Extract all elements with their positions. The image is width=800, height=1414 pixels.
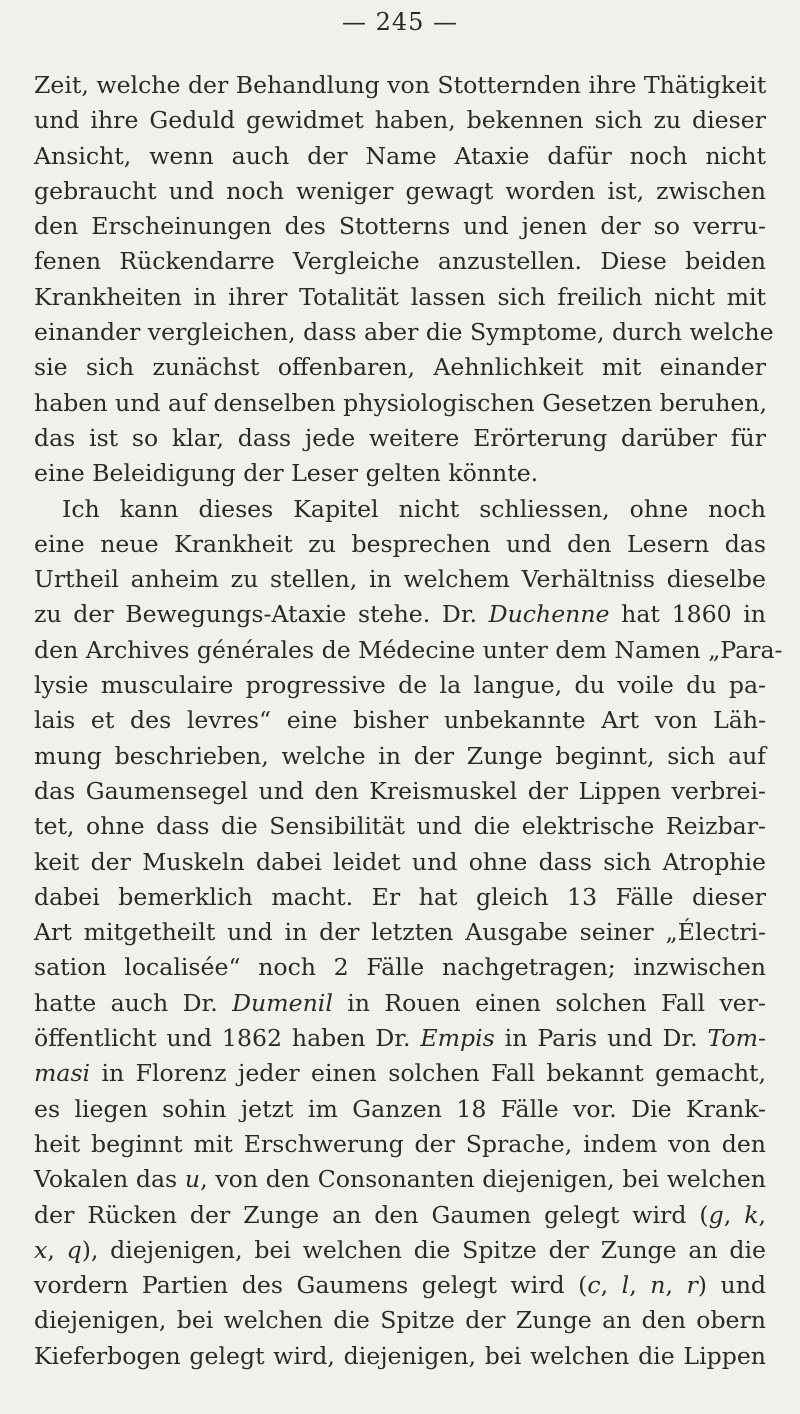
text-line: Zeit, welche der Behandlung von Stotternden ihre Thätigkeit [34, 71, 767, 99]
text-line: Urtheil anheim zu stellen, in welchem Verhältniss dieselbe [34, 565, 766, 594]
text-line: hatte auch Dr. Dumenil in Rouen einen solchen Fall ver- [34, 988, 766, 1017]
text-line: Vokalen das u, von den Consonanten diejenigen, bei welchen [34, 1165, 766, 1194]
text-line: einander vergleichen, dass aber die Symptome, durch welche [34, 318, 774, 347]
text-line: lysie musculaire progressive de la langue, du voile du pa- [34, 671, 766, 700]
text-line: gebraucht und noch weniger gewagt worden ist, zwischen [34, 176, 766, 205]
text-line: vordern Partien des Gaumens gelegt wird (c, l, n, r) und [34, 1271, 767, 1300]
text-line: den Erscheinungen des Stotterns und jenen der so verru- [34, 212, 766, 241]
text-line: eine neue Krankheit zu besprechen und den Lesern das [34, 529, 766, 558]
text-line: Krankheiten in ihrer Totalität lassen sich freilich nicht mit [34, 282, 766, 311]
text-line: und ihre Geduld gewidmet haben, bekennen sich zu dieser [34, 106, 766, 135]
text-line: masi in Florenz jeder einen solchen Fall bekannt gemacht, [34, 1059, 766, 1088]
text-line: das ist so klar, dass jede weitere Erörterung darüber für [34, 423, 766, 452]
text-line: diejenigen, bei welchen die Spitze der Zunge an den obern [34, 1306, 766, 1335]
text-line: zu der Bewegungs-Ataxie stehe. Dr. Duchenne hat 1860 in [34, 600, 767, 629]
text-line: x, q), diejenigen, bei welchen die Spitze der Zunge an die [34, 1235, 766, 1264]
text-line: heit beginnt mit Erschwerung der Sprache, indem von den [34, 1129, 766, 1158]
text-line: keit der Muskeln dabei leidet und ohne dass sich Atrophie [34, 847, 766, 876]
page-number: — 245 — [341, 8, 459, 36]
text-line: Ansicht, wenn auch der Name Ataxie dafür noch nicht [34, 141, 766, 170]
text-line: sie sich zunächst offenbaren, Aehnlichkeit mit einander [34, 353, 766, 382]
text-line: öffentlicht und 1862 haben Dr. Empis in Paris und Dr. Tom- [34, 1024, 766, 1053]
text-line: der Rücken der Zunge an den Gaumen gelegt wird (g, k, [34, 1200, 766, 1229]
text-line: eine Beleidigung der Leser gelten könnte. [34, 459, 539, 488]
text-line: das Gaumensegel und den Kreismuskel der Lippen verbrei- [34, 776, 766, 805]
text-line: Art mitgetheilt und in der letzten Ausgabe seiner „Électri- [34, 918, 766, 947]
text-line: Ich kann dieses Kapitel nicht schliessen, ohne noch [62, 494, 766, 523]
text-line: den Archives générales de Médecine unter dem Namen „Para- [34, 635, 783, 664]
text-line: lais et des levres“ eine bisher unbekannte Art von Läh- [34, 706, 766, 735]
text-line: mung beschrieben, welche in der Zunge beginnt, sich auf [34, 741, 766, 770]
text-line: dabei bemerklich macht. Er hat gleich 13 Fälle dieser [34, 882, 766, 911]
text-line: haben und auf denselben physiologischen Gesetzen beruhen, [34, 388, 768, 417]
text-line: Kieferbogen gelegt wird, diejenigen, bei welchen die Lippen [34, 1341, 766, 1370]
text-line: es liegen sohin jetzt im Ganzen 18 Fälle vor. Die Krank- [34, 1094, 766, 1123]
text-line: sation localisée“ noch 2 Fälle nachgetragen; inzwischen [34, 953, 766, 982]
text-line: fenen Rückendarre Vergleiche anzustellen. Diese beiden [34, 247, 766, 276]
text-line: tet, ohne dass die Sensibilität und die elektrische Reizbar- [34, 812, 766, 841]
body-text [34, 68, 783, 1374]
